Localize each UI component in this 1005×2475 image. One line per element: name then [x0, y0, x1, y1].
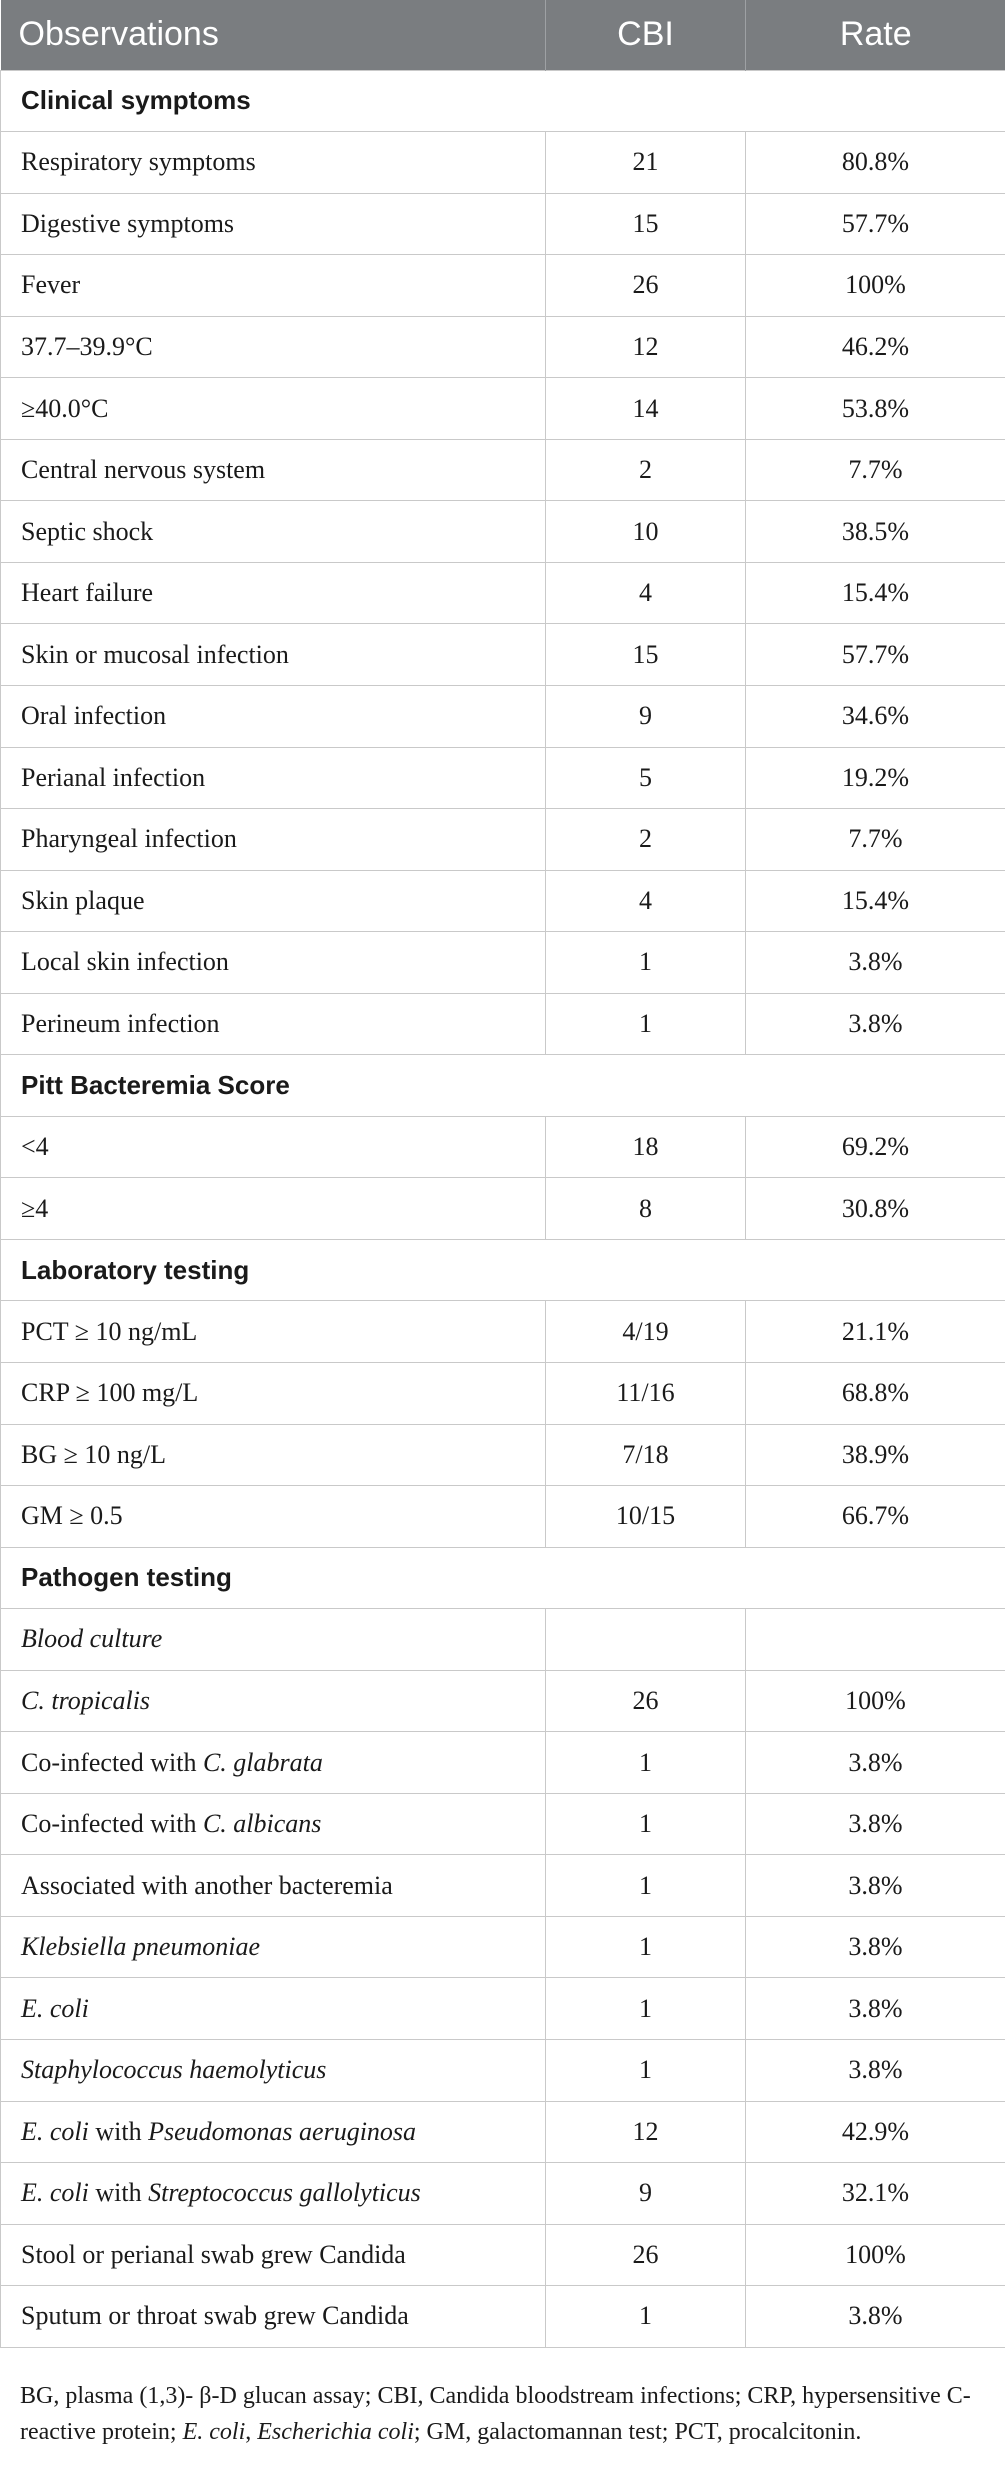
- table-row: [1, 1362, 1005, 1424]
- row-cbi: 4: [546, 870, 746, 932]
- table-row: [1, 932, 1005, 994]
- row-label: GM ≥ 0.5: [1, 1486, 546, 1548]
- row-label-species: Streptococcus gallolyticus: [148, 2178, 421, 2208]
- row-label: Blood culture: [1, 1609, 546, 1671]
- row-rate: 3.8%: [746, 1793, 1005, 1855]
- row-label: Staphylococcus haemolyticus: [1, 2040, 546, 2102]
- row-label-text: with: [88, 2116, 149, 2146]
- row-rate: 68.8%: [746, 1362, 1005, 1424]
- row-rate: 42.9%: [746, 2101, 1005, 2163]
- row-rate: 66.7%: [746, 1486, 1005, 1548]
- row-label: [1, 1732, 546, 1794]
- row-cbi: 15: [546, 193, 746, 255]
- row-cbi: 5: [546, 747, 746, 809]
- header-rate: Rate: [839, 15, 912, 54]
- row-label: Sputum or throat swab grew Candida: [1, 2286, 546, 2348]
- table-row: [1, 1178, 1005, 1240]
- header-observations: Observations: [1, 0, 546, 70]
- row-cbi: 26: [546, 1670, 746, 1732]
- row-cbi: 9: [546, 2163, 746, 2225]
- table-row: [1, 870, 1005, 932]
- table-row: [1, 2040, 1005, 2102]
- footnote-text-italic: Escherichia coli: [257, 2419, 414, 2445]
- row-cbi: 11/16: [546, 1362, 746, 1424]
- row-rate: 3.8%: [746, 932, 1005, 994]
- section-row-pathogen-testing: [1, 1547, 1005, 1609]
- section-title: Pitt Bacteremia Score: [1, 1055, 1005, 1117]
- table-row: [1, 193, 1005, 255]
- footnote-text-italic: E. coli: [182, 2419, 246, 2445]
- section-title: Pathogen testing: [1, 1547, 1005, 1609]
- table-row: [1, 993, 1005, 1055]
- row-rate: 3.8%: [746, 1978, 1005, 2040]
- table-row: [1, 624, 1005, 686]
- table-row: [1, 132, 1005, 194]
- row-label: Oral infection: [1, 685, 546, 747]
- row-cbi: 1: [546, 1916, 746, 1978]
- row-cbi: 1: [546, 2286, 746, 2348]
- table-row: [1, 1116, 1005, 1178]
- section-title: Clinical symptoms: [1, 70, 1005, 132]
- row-label-species: E. coli: [21, 2178, 89, 2208]
- row-cbi: 1: [546, 1793, 746, 1855]
- table-row: [1, 685, 1005, 747]
- row-label: ≥40.0°C: [1, 378, 546, 440]
- row-label-species: Pseudomonas aeruginosa: [148, 2116, 417, 2146]
- row-rate: 57.7%: [746, 624, 1005, 686]
- row-rate: 15.4%: [746, 562, 1005, 624]
- row-rate: 15.4%: [746, 870, 1005, 932]
- row-rate: 38.9%: [746, 1424, 1005, 1486]
- row-label: [1, 2101, 546, 2163]
- row-label-text: with: [88, 2178, 149, 2208]
- row-rate: 3.8%: [746, 1855, 1005, 1917]
- row-label-text: Co-infected with: [21, 1747, 203, 1777]
- row-cbi: 1: [546, 932, 746, 994]
- row-rate: 32.1%: [746, 2163, 1005, 2225]
- row-cbi: 21: [546, 132, 746, 194]
- row-cbi: 7/18: [546, 1424, 746, 1486]
- row-label: Local skin infection: [1, 932, 546, 994]
- table-row: [1, 1793, 1005, 1855]
- row-cbi: 1: [546, 2040, 746, 2102]
- row-label-species: C. glabrata: [202, 1747, 323, 1777]
- section-row-pitt-bacteremia-score: [1, 1055, 1005, 1117]
- footnote-text: ,: [245, 2419, 258, 2445]
- row-cbi: 4: [546, 562, 746, 624]
- table-row: [1, 1732, 1005, 1794]
- row-label-species: C. albicans: [202, 1809, 322, 1839]
- row-cbi: 8: [546, 1178, 746, 1240]
- row-cbi: 9: [546, 685, 746, 747]
- table-row: [1, 809, 1005, 871]
- header-cbi: CBI: [546, 0, 746, 70]
- row-rate: 7.7%: [746, 809, 1005, 871]
- table-row: [1, 2163, 1005, 2225]
- row-rate: 3.8%: [746, 1916, 1005, 1978]
- row-cbi: 10/15: [546, 1486, 746, 1548]
- row-rate: 53.8%: [746, 378, 1005, 440]
- section-title: Laboratory testing: [1, 1239, 1005, 1301]
- row-rate: 3.8%: [746, 1732, 1005, 1794]
- row-rate: [746, 1609, 1005, 1671]
- row-cbi: [546, 1609, 746, 1671]
- row-cbi: 4/19: [546, 1301, 746, 1363]
- section-row-clinical-symptoms: [1, 70, 1005, 132]
- row-cbi: 26: [546, 255, 746, 317]
- table-row: [1, 1486, 1005, 1548]
- row-label: Perianal infection: [1, 747, 546, 809]
- row-rate: 69.2%: [746, 1116, 1005, 1178]
- table-row: [1, 1424, 1005, 1486]
- table-row: [1, 378, 1005, 440]
- table-row: [1, 255, 1005, 317]
- table-row: [1, 747, 1005, 809]
- table-footnote: [0, 2378, 1005, 2450]
- row-label: BG ≥ 10 ng/L: [1, 1424, 546, 1486]
- row-rate: 100%: [746, 2224, 1005, 2286]
- table-row: [1, 316, 1005, 378]
- row-rate: 34.6%: [746, 685, 1005, 747]
- row-label: Perineum infection: [1, 993, 546, 1055]
- row-label: PCT ≥ 10 ng/mL: [1, 1301, 546, 1363]
- row-label: Heart failure: [1, 562, 546, 624]
- row-rate: 7.7%: [746, 439, 1005, 501]
- row-label: <4: [1, 1116, 546, 1178]
- table-row: [1, 1670, 1005, 1732]
- row-rate: 57.7%: [746, 193, 1005, 255]
- table-row: [1, 501, 1005, 563]
- row-rate: 38.5%: [746, 501, 1005, 563]
- row-rate: 3.8%: [746, 2040, 1005, 2102]
- table-row: [1, 2101, 1005, 2163]
- row-cbi: 2: [546, 809, 746, 871]
- row-label: ≥4: [1, 1178, 546, 1240]
- row-label: CRP ≥ 100 mg/L: [1, 1362, 546, 1424]
- table-row: [1, 2224, 1005, 2286]
- row-rate: 19.2%: [746, 747, 1005, 809]
- row-label-text: Co-infected with: [21, 1809, 203, 1839]
- row-cbi: 12: [546, 2101, 746, 2163]
- footnote-text: BG, plasma (1,3)- β-D glucan assay; CBI, Candida bloodstream infections; CRP, hypersensitive C-reactive protein;: [20, 2383, 971, 2445]
- row-label: Skin plaque: [1, 870, 546, 932]
- row-label: Central nervous system: [1, 439, 546, 501]
- row-label: [1, 1793, 546, 1855]
- table-row: [1, 1916, 1005, 1978]
- table-row: [1, 439, 1005, 501]
- row-cbi: 14: [546, 378, 746, 440]
- row-rate: 80.8%: [746, 132, 1005, 194]
- row-label: Digestive symptoms: [1, 193, 546, 255]
- section-row-laboratory-testing: [1, 1239, 1005, 1301]
- row-cbi: 15: [546, 624, 746, 686]
- row-label-species: E. coli: [21, 2116, 89, 2146]
- row-rate: 3.8%: [746, 2286, 1005, 2348]
- row-rate: 3.8%: [746, 993, 1005, 1055]
- row-label: Fever: [1, 255, 546, 317]
- row-rate: 100%: [746, 1670, 1005, 1732]
- table-header-row: [1, 0, 1005, 70]
- row-cbi: 1: [546, 1855, 746, 1917]
- row-cbi: 10: [546, 501, 746, 563]
- table-row: [1, 1609, 1005, 1671]
- row-label: C. tropicalis: [1, 1670, 546, 1732]
- row-label: Septic shock: [1, 501, 546, 563]
- row-label: [1, 2163, 546, 2225]
- row-label: Pharyngeal infection: [1, 809, 546, 871]
- row-label: Respiratory symptoms: [1, 132, 546, 194]
- table-row: [1, 1301, 1005, 1363]
- table-row: [1, 1978, 1005, 2040]
- row-label: Klebsiella pneumoniae: [1, 1916, 546, 1978]
- row-cbi: 1: [546, 1732, 746, 1794]
- row-cbi: 12: [546, 316, 746, 378]
- row-label: E. coli: [1, 1978, 546, 2040]
- row-label: 37.7–39.9°C: [1, 316, 546, 378]
- footnote-text: ; GM, galactomannan test; PCT, procalcitonin.: [413, 2419, 862, 2445]
- row-label: Stool or perianal swab grew Candida: [1, 2224, 546, 2286]
- row-cbi: 1: [546, 993, 746, 1055]
- table-row: [1, 1855, 1005, 1917]
- row-cbi: 26: [546, 2224, 746, 2286]
- row-label: Associated with another bacteremia: [1, 1855, 546, 1917]
- row-rate: 46.2%: [746, 316, 1005, 378]
- row-label: Skin or mucosal infection: [1, 624, 546, 686]
- row-rate: 21.1%: [746, 1301, 1005, 1363]
- row-cbi: 1: [546, 1978, 746, 2040]
- row-cbi: 18: [546, 1116, 746, 1178]
- table-row: [1, 562, 1005, 624]
- row-rate: 30.8%: [746, 1178, 1005, 1240]
- row-cbi: 2: [546, 439, 746, 501]
- row-rate: 100%: [746, 255, 1005, 317]
- table-row: [1, 2286, 1005, 2348]
